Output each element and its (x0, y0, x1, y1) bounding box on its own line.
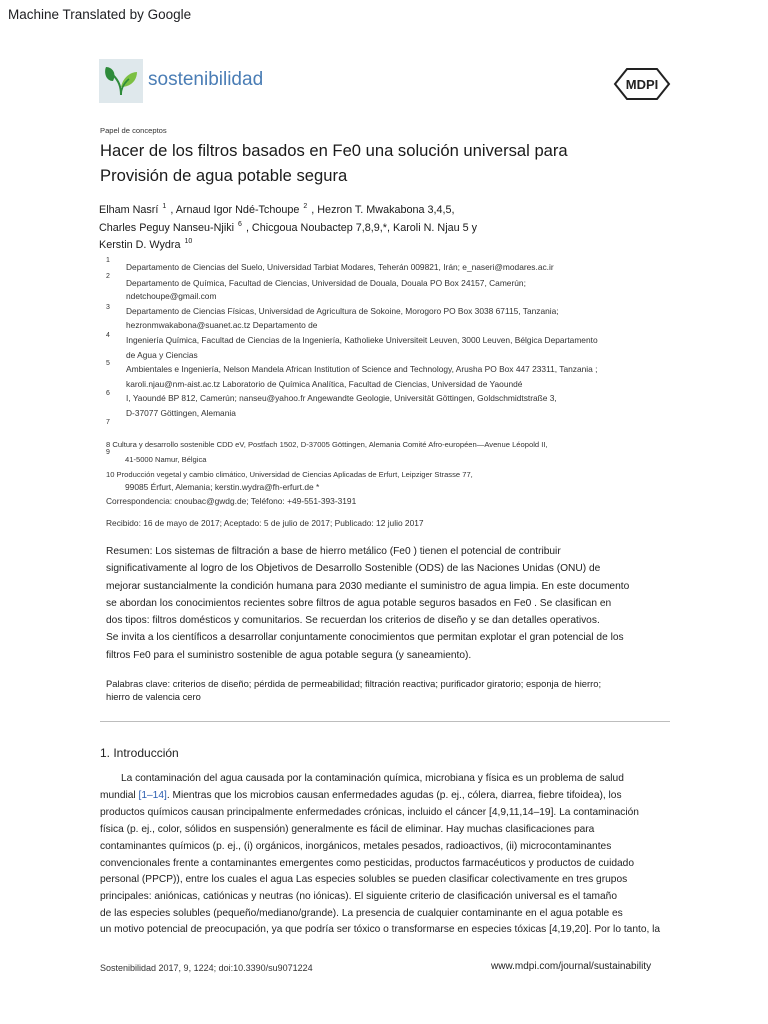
publisher-name: MDPI (625, 77, 659, 92)
publication-dates: Recibido: 16 de mayo de 2017; Aceptado: 5 de julio de 2017; Publicado: 12 julio 2017 (106, 518, 424, 528)
correspondence: Correspondencia: cnoubac@gwdg.de; Teléfono: +49-551-393-3191 (106, 496, 357, 506)
affiliation-line: I, Yaoundé BP 812, Camerún; nanseu@yahoo.fr Angewandte Geologie, Universität Göttingen, Goldschmidtstraße 3, (126, 393, 557, 403)
affiliation-number: 3 (106, 304, 110, 311)
abstract-line: filtros Fe0 para el suministro sostenible de agua potable segura (y saneamiento). (106, 649, 472, 661)
mdpi-logo (613, 67, 671, 101)
author-line-2 (99, 221, 477, 234)
body-line: un motivo potencial de preocupación, ya que podría ser tóxico o transformarse en especies tóxicas [4,19,20]. Por lo tanto, la (100, 924, 661, 935)
abstract-line: Resumen: Los sistemas de filtración a base de hierro metálico (Fe0 ) tienen el potencial de contribuir (106, 546, 561, 557)
affiliation-line-10: 10 Producción vegetal y cambio climático, Universidad de Ciencias Aplicadas de Erfurt, Leipziger Strasse 77, (106, 470, 473, 479)
affiliation-line: Departamento de Química, Facultad de Ciencias, Universidad de Douala, Douala PO Box 24157, Camerún; (126, 278, 526, 288)
body-line: física (p. ej., color, sólidos en suspensión) generalmente es fácil de eliminar. Hay muchas clasificaciones para (100, 824, 595, 835)
author-name: Kerstin D. Wydra (99, 239, 181, 251)
affiliation-number: 9 (106, 449, 110, 456)
affiliation-number: 5 (106, 360, 110, 367)
author-line-3 (99, 238, 196, 251)
affiliation-number: 2 (106, 273, 110, 280)
affiliation-number: 7 (106, 419, 110, 426)
leaf-icon (99, 59, 143, 103)
section-heading: 1. Introducción (100, 746, 179, 760)
affiliation-number: 6 (106, 390, 110, 397)
affiliation-number: 4 (106, 332, 110, 339)
affiliation-line: ndetchoupe@gmail.com (126, 291, 217, 301)
affiliation-line: Ambientales e Ingeniería, Nelson Mandela African Institution of Science and Technology, Arusha PO Box 447 23311, Tanzania ; (126, 364, 598, 374)
footer-citation: Sostenibilidad 2017, 9, 1224; doi:10.3390/su9071224 (100, 963, 313, 973)
citation-link[interactable]: [1–14] (138, 790, 167, 801)
abstract-line: significativamente al logro de los Objetivos de Desarrollo Sostenible (ODS) de las Naciones Unidas (ONU) de (106, 563, 601, 575)
machine-translation-banner: Machine Translated by Google (8, 7, 192, 22)
body-line: convencionales frente a contaminantes emergentes como pesticidas, productos farmacéuticos y productos de cuidado (100, 858, 635, 869)
abstract-line: dos tipos: filtros domésticos y comunitarios. Se recuerdan los criterios de diseño y se dan detalles operativos. (106, 615, 600, 627)
abstract-line: mejorar sustancialmente la condición humana para 2030 mediante el suministro de agua limpia. En este documento (106, 580, 630, 592)
body-line: productos químicos causan principalmente enfermedades crónicas, incluido el cáncer [4,9,11,14–19]. La contaminación (100, 807, 639, 818)
keywords (106, 678, 601, 703)
body-line: principales: aniónicas, catiónicas y neutras (no iónicas). El siguiente criterio de clasificación universal es el tamaño (100, 891, 617, 902)
abstract-line: Se invita a los científicos a desarrollar conjuntamente conocimientos que permitan explotar el gran potencial de los (106, 632, 624, 644)
author-name: , Chicgoua Noubactep 7,8,9,*, Karoli N. Njau 5 y (245, 222, 478, 234)
author-name: Charles Peguy Nanseu-Njiki (99, 222, 235, 234)
body-line: de las especies solubles (pequeño/mediano/grande). La presencia de cualquier contaminante en el agua potable es (100, 908, 623, 919)
body-line (100, 790, 622, 801)
body-line: personal (PPCP)), entre los cuales el agua Las especies solubles se pueden clasificar colectivamente en tres grupos (100, 874, 628, 885)
affiliation-line: Departamento de Ciencias del Suelo, Universidad Tarbiat Modares, Teherán 009821, Irán; e_naseri@modares.ac.ir (126, 262, 554, 272)
journal-logo (99, 59, 143, 103)
author-sup: 6 (238, 221, 242, 228)
author-line-1 (99, 203, 455, 216)
body-line: La contaminación del agua causada por la contaminación química, microbiana y física es un problema de salud (121, 773, 624, 784)
author-name: , Arnaud Igor Ndé-Tchoupe (170, 204, 300, 216)
affiliation-line: D-37077 Göttingen, Alemania (126, 408, 236, 418)
affiliation-line-9: 41-5000 Namur, Bélgica (125, 455, 207, 464)
affiliation-line: Departamento de Ciencias Físicas, Universidad de Agricultura de Sokoine, Morogoro PO Box 3038 67115, Tanzania; (126, 306, 559, 316)
affiliation-line-8: 8 Cultura y desarrollo sostenible CDD eV, Postfach 1502, D-37005 Göttingen, Alemania Comité Afro-européen—Avenue Léopold II, (106, 440, 548, 449)
keywords-line: hierro de valencia cero (106, 690, 201, 702)
title-line-1: Hacer de los filtros basados en Fe0 una solución universal para (100, 141, 568, 160)
author-sup: 10 (184, 238, 193, 245)
affiliation-number: 1 (106, 257, 110, 264)
affiliation-line: de Agua y Ciencias (126, 350, 198, 360)
abstract-line: se abordan los conocimientos recientes sobre filtros de agua potable seguros basados en Fe0 . Se clasifican en (106, 597, 612, 609)
author-name: , Hezron T. Mwakabona 3,4,5, (311, 204, 455, 216)
affiliation-line: karoli.njau@nm-aist.ac.tz Laboratorio de Química Analítica, Facultad de Ciencias, Universidad de Yaoundé (126, 379, 523, 389)
journal-name: sostenibilidad (148, 69, 264, 90)
divider (100, 721, 670, 722)
affiliation-line-10b: 99085 Érfurt, Alemania; kerstin.wydra@fh-erfurt.de * (125, 482, 320, 492)
title-line-2: Provisión de agua potable segura (100, 166, 348, 185)
body-line: contaminantes químicos (p. ej., (i) orgánicos, inorgánicos, metales pesados, radioactivos, (ii) microcontaminantes (100, 841, 612, 852)
affiliation-line: Ingeniería Química, Facultad de Ciencias de la Ingeniería, Katholieke Universiteit Leuven, 3000 Leuven, Bélgica Departamento (126, 335, 598, 345)
body-text: mundial (100, 790, 139, 801)
author-sup: 1 (162, 203, 167, 210)
keywords-line: Palabras clave: criterios de diseño; pérdida de permeabilidad; filtración reactiva; purificador giratorio; esponja de hierro; (106, 678, 602, 689)
article-type: Papel de conceptos (100, 126, 167, 135)
mdpi-hexagon-icon (613, 67, 671, 101)
body-text: . Mientras que los microbios causan enfermedades agudas (p. ej., cólera, diarrea, fiebre tifoidea), los (166, 790, 622, 801)
footer-journal-url[interactable]: www.mdpi.com/journal/sustainability (491, 961, 652, 972)
abstract (106, 543, 676, 664)
affiliation-line: hezronmwakabona@suanet.ac.tz Departamento de (126, 320, 318, 330)
author-sup: 2 (303, 203, 308, 210)
author-name: Elham Nasrí (99, 204, 159, 216)
